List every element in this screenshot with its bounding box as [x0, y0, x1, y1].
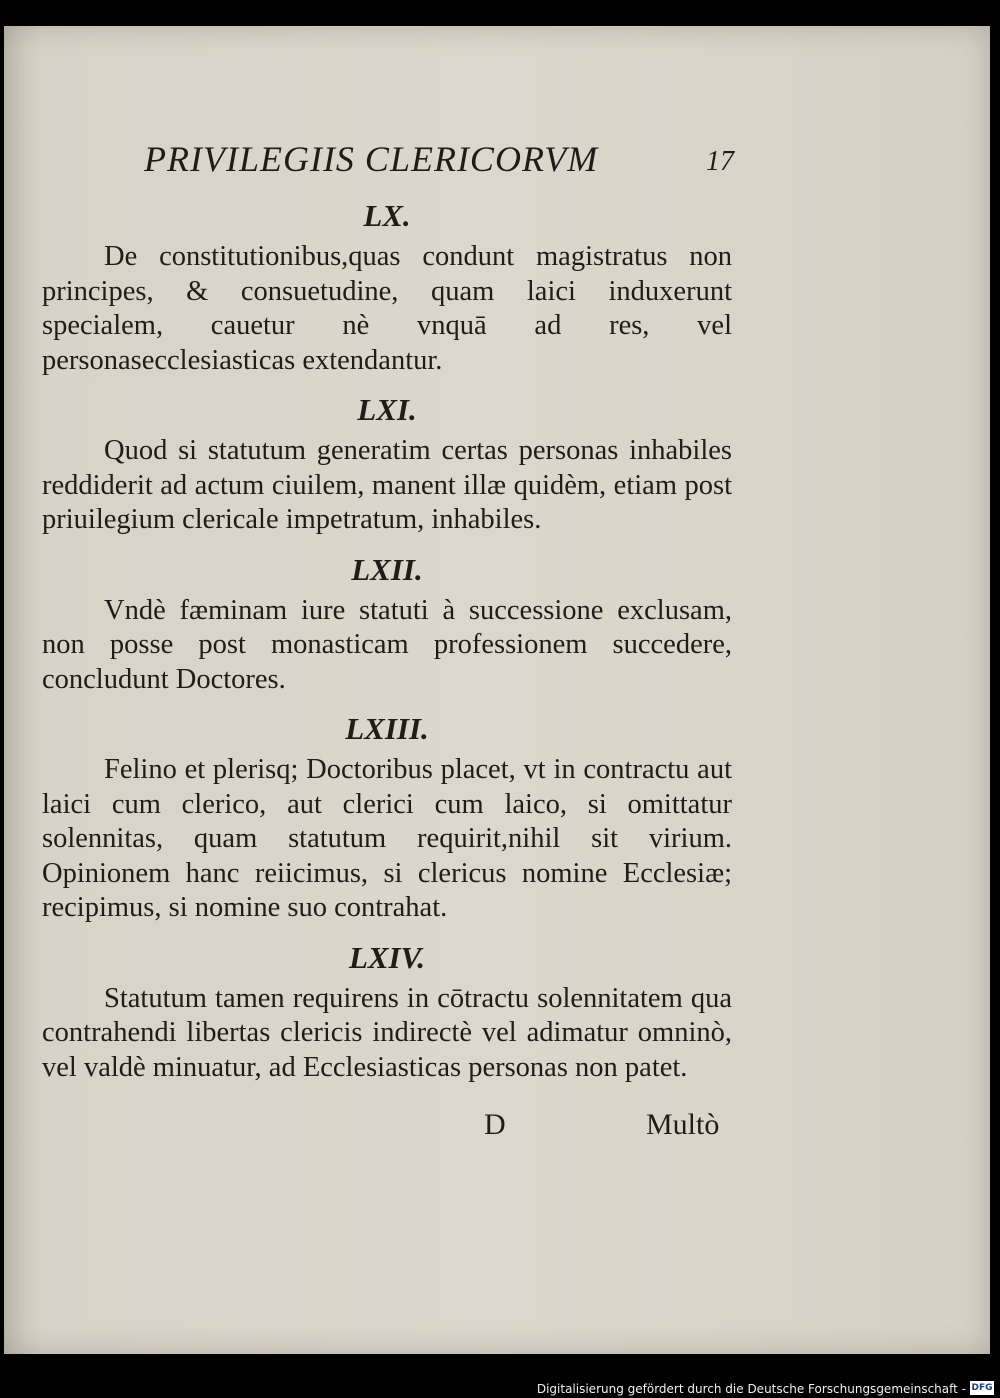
- section-title: LXI.: [357, 392, 417, 427]
- book-page: [4, 26, 990, 1354]
- section-paragraph: Vndè fæminam iure statuti à successione exclusam, non posse post monasticam professionem succedere, concludunt Doctores.: [42, 594, 732, 695]
- section-lxii: [42, 550, 732, 698]
- section-title: LX.: [363, 198, 411, 233]
- section-lxiv: [42, 938, 732, 1086]
- page-header: [144, 138, 744, 198]
- section-title: LXIII.: [345, 711, 429, 746]
- page-footer: [484, 1108, 744, 1148]
- section-lxiii: [42, 709, 732, 926]
- page-number: 17: [706, 146, 734, 177]
- section-lxi: [42, 390, 732, 538]
- section-lx: [42, 196, 732, 378]
- digitization-credit: Digitalisierung gefördert durch die Deutsche Forschungsgemeinschaft -: [536, 1382, 966, 1396]
- dfg-logo: DFG: [971, 1383, 993, 1393]
- section-paragraph: Quod si statutum generatim certas personas inhabiles reddiderit ad actum ciuilem, manent illæ quidèm, etiam post priuilegium clericale impetratum, inhabiles.: [42, 435, 732, 535]
- section-paragraph: Statutum tamen requirens in cōtractu solennitatem qua contrahendi libertas clericis indirectè vel adimatur omninò, vel valdè minuatur, ad Ecclesiasticas personas non patet.: [42, 982, 732, 1083]
- section-paragraph: Felino et plerisq; Doctoribus placet, vt in contractu aut laici cum clerico, aut clerici cum laico, si omittatur solennitas, quam statutum requirit,nihil sit virium. Opinionem hanc reiicimus, si clericus nomine Ecclesiæ; recipimus, si nomine suo contrahat.: [42, 754, 732, 923]
- catchword: Multò: [646, 1108, 720, 1141]
- section-paragraph: De constitutionibus,quas condunt magistratus non principes, & consuetudine, quam laici induxerunt specialem, cauetur nè vnquā ad res, vel personasecclesiasticas extendantur.: [42, 241, 732, 376]
- running-head: PRIVILEGIIS CLERICORVM: [144, 139, 599, 179]
- section-title: LXIV.: [348, 939, 426, 975]
- section-title: LXII.: [351, 551, 423, 587]
- signature-mark: D: [484, 1108, 506, 1141]
- page-body: [42, 196, 732, 1097]
